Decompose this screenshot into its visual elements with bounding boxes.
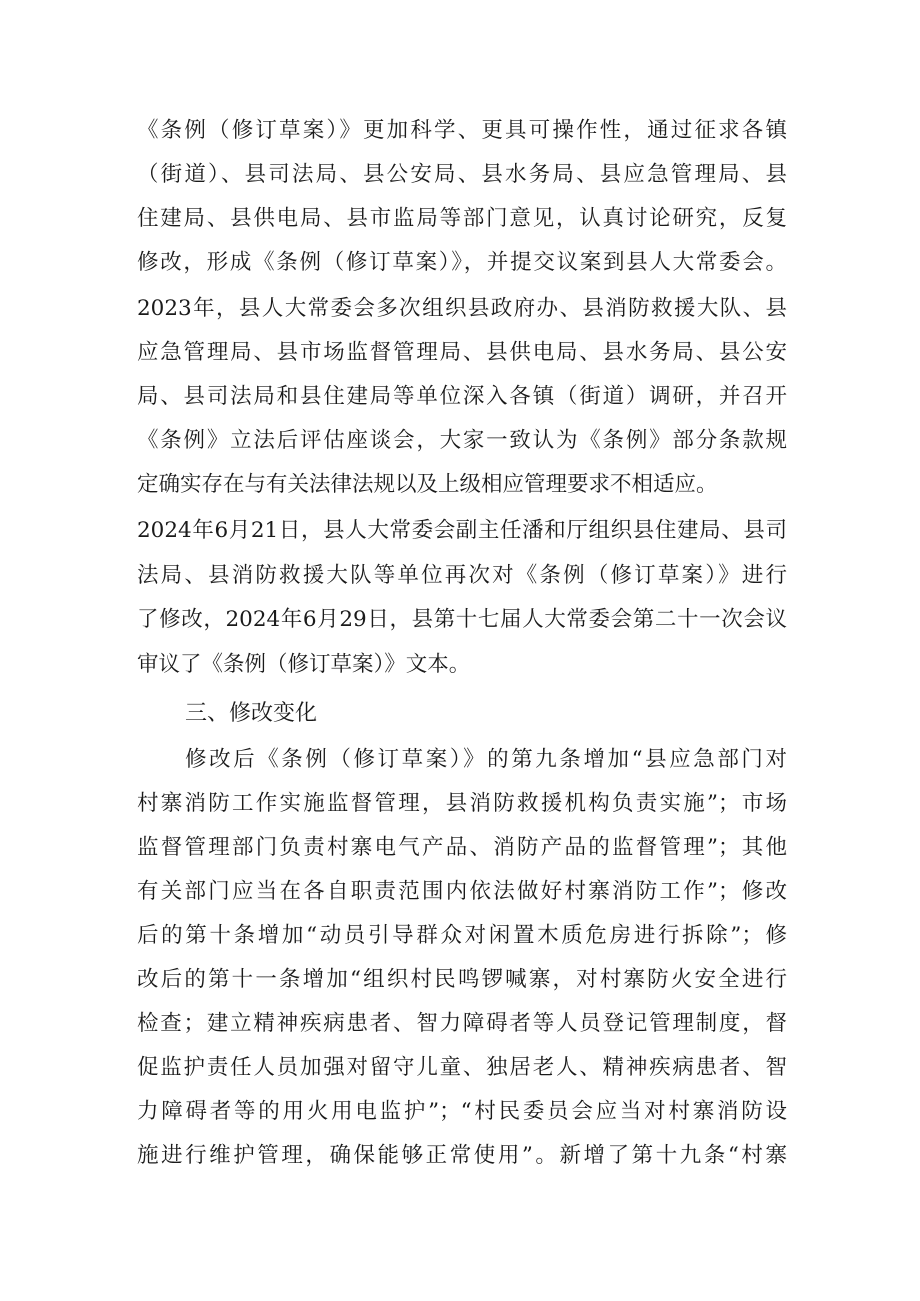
- paragraph-4-line-5: 后的第十条增加“动员引导群众对闲置木质危房进行拆除”；修: [137, 923, 787, 948]
- paragraph-3-line-4: 审议了《条例（修订草案）》文本。: [137, 652, 471, 677]
- paragraph-1-line-3: 住建局、县供电局、县市监局等部门意见，认真讨论研究，反复: [137, 206, 787, 231]
- paragraph-4-line-3: 监督管理部门负责村寨电气产品、消防产品的监督管理”；其他: [137, 835, 787, 860]
- paragraph-2-line-3: 局、县司法局和县住建局等单位深入各镇（街道）调研，并召开: [137, 384, 787, 409]
- paragraph-4-line-8: 促监护责任人员加强对留守儿童、独居老人、精神疾病患者、智: [137, 1055, 787, 1080]
- paragraph-2-line-1: 2023年，县人大常委会多次组织县政府办、县消防救援大队、县: [137, 296, 787, 321]
- paragraph-2-line-2: 应急管理局、县市场监督管理局、县供电局、县水务局、县公安: [137, 340, 787, 365]
- section-heading: 三、修改变化: [185, 701, 318, 726]
- paragraph-1-line-4: 修改，形成《条例（修订草案）》，并提交议案到县人大常委会。: [137, 250, 787, 275]
- paragraph-2-line-4: 《条例》立法后评估座谈会，大家一致认为《条例》部分条款规: [137, 428, 787, 453]
- paragraph-3-line-1: 2024年6月21日，县人大常委会副主任潘和厅组织县住建局、县司: [137, 518, 787, 543]
- paragraph-4-line-1: 修改后《条例（修订草案）》的第九条增加“县应急部门对: [185, 747, 787, 772]
- paragraph-4-line-10: 施进行维护管理，确保能够正常使用”。新增了第十九条“村寨: [137, 1143, 787, 1168]
- paragraph-4-line-7: 检查；建立精神疾病患者、智力障碍者等人员登记管理制度，督: [137, 1011, 787, 1036]
- paragraph-4-line-4: 有关部门应当在各自职责范围内依法做好村寨消防工作”；修改: [137, 879, 787, 904]
- paragraph-1-line-1: 《条例（修订草案）》更加科学、更具可操作性，通过征求各镇: [137, 118, 787, 143]
- paragraph-2-line-5: 定确实存在与有关法律法规以及上级相应管理要求不相适应。: [137, 472, 718, 497]
- paragraph-3-line-2: 法局、县消防救援大队等单位再次对《条例（修订草案）》进行: [137, 563, 787, 588]
- paragraph-4-line-9: 力障碍者等的用火用电监护”；“村民委员会应当对村寨消防设: [137, 1099, 787, 1124]
- paragraph-3-line-3: 了修改，2024年6月29日，县第十七届人大常委会第二十一次会议: [137, 607, 787, 632]
- paragraph-4-line-2: 村寨消防工作实施监督管理，县消防救援机构负责实施”；市场: [137, 791, 787, 816]
- paragraph-4-line-6: 改后的第十一条增加“组织村民鸣锣喊寨，对村寨防火安全进行: [137, 967, 787, 992]
- paragraph-1-line-2: （街道）、县司法局、县公安局、县水务局、县应急管理局、县: [137, 162, 787, 187]
